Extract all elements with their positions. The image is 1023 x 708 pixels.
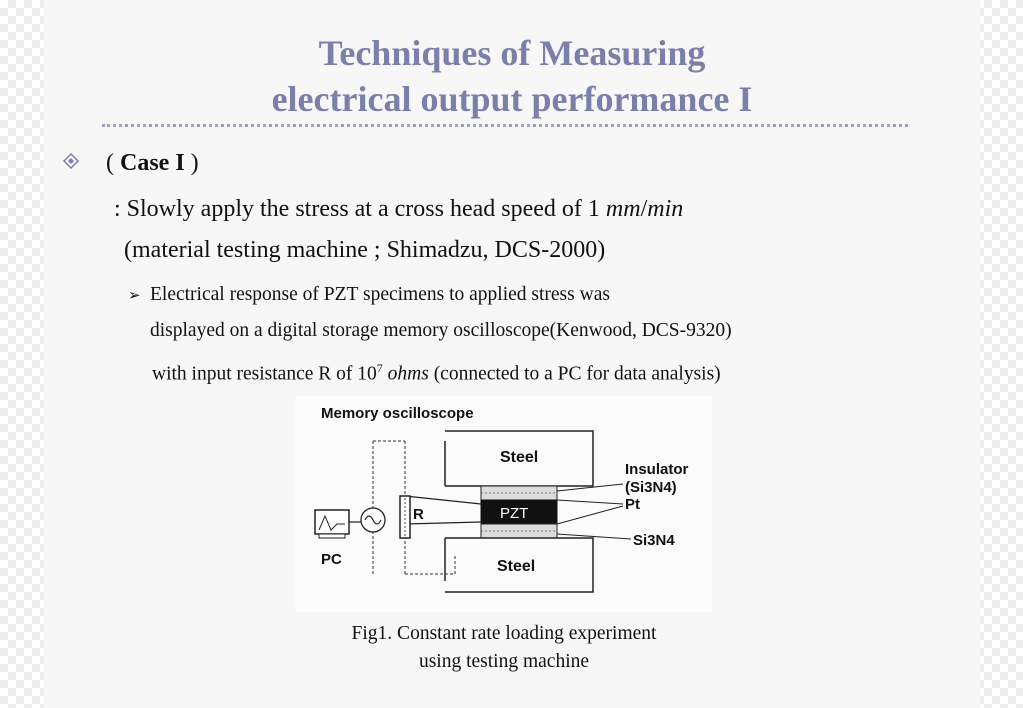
sub-point-line-3: with input resistance R of $10^7$ ohms (connected to a PC for data analysis) [152, 361, 721, 385]
title-divider [102, 124, 908, 127]
title-line-2: electrical output performance I [271, 79, 753, 119]
pc-monitor-icon [315, 510, 349, 538]
case-heading: ( Case I ) [106, 150, 199, 176]
title-line-1: Techniques of Measuring [318, 33, 706, 73]
resistor-label: R [413, 506, 424, 523]
caption-line-1: Fig1. Constant rate loading experiment [351, 623, 657, 644]
description-line-1: : Slowly apply the stress at a cross head speed of 1 mm/min [114, 196, 684, 222]
steel-bottom-label: Steel [497, 558, 536, 575]
pzt-label: PZT [500, 505, 529, 522]
figure-caption [244, 620, 764, 676]
si3n4-label: Si3N4 [633, 532, 675, 549]
pc-label: PC [321, 551, 342, 568]
diamond-bullet-icon [62, 152, 82, 172]
sub-point-line-1: Electrical response of PZT specimens to applied stress was [150, 284, 610, 305]
steel-top-label: Steel [500, 449, 539, 466]
oscilloscope-label: Memory oscilloscope [321, 405, 474, 422]
pt-label: Pt [625, 496, 640, 513]
sub-point-line-2: displayed on a digital storage memory oscilloscope(Kenwood, DCS-9320) [150, 320, 732, 341]
arrow-bullet-icon: ➢ [128, 288, 141, 304]
caption-line-2: using testing machine [418, 651, 590, 672]
description-line-2: (material testing machine ; Shimadzu, DCS-2000) [124, 237, 606, 263]
insulator-formula: (Si3N4) [625, 479, 677, 496]
insulator-label: Insulator [625, 461, 689, 478]
slide [44, 0, 980, 708]
experiment-diagram [295, 396, 712, 612]
slide-title [44, 30, 980, 122]
